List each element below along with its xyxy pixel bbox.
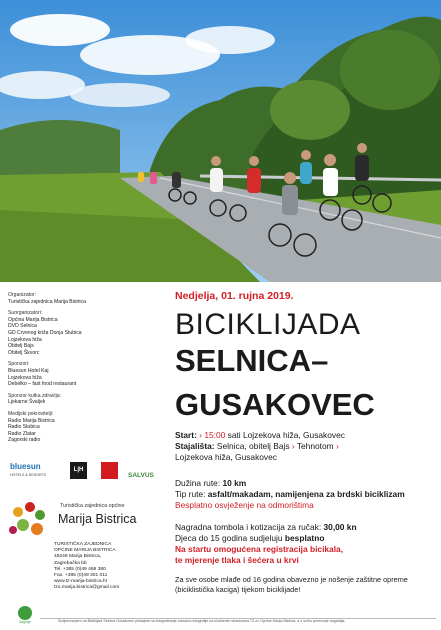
tourist-board-logo-icon [8,500,54,540]
contact-line: tzo.marija.bistrica@gmail.com [54,585,120,591]
helmet-line-2: (biciklistička kaciga) tijekom biciklijade! [175,584,301,594]
arrow-icon: › [199,430,202,440]
media-item: Radio Marija Bistrica [8,417,55,424]
tourist-board-name: Marija Bistrica [58,512,137,526]
health-sponsor-label: Sponzor kutka zdravlja: [8,392,61,399]
organizer-label: Organizator: [8,292,37,298]
stop-1: Selnica, obitelj Bajs [216,441,290,451]
contact-line: 49246 Marija Bistrica, [54,554,102,560]
contact-line: OPĆINE MARIJA BISTRICA [54,548,116,554]
fees-info [175,522,437,566]
start-time: 15:00 [204,430,226,440]
kids-value: besplatno [284,533,325,543]
kids-text: Djeca do 15 godina sudjeluju [175,533,283,543]
credits-column [8,292,158,449]
registration-note: Na startu omogućena registracija bicikala, [175,544,344,554]
media-item: Radio Stubica [8,424,40,431]
sponsors-group [8,361,158,387]
co-organizer-item: Općina Marija Bistrica [8,316,58,323]
contact-line: Zagrebačka bb [54,560,87,566]
cyclists-photo [0,0,441,282]
prize-line [175,522,437,533]
tourist-board-subtitle: Turistička zajednica općine [60,503,125,509]
route-details [175,478,437,511]
organizer-group [8,292,158,305]
event-date: Nedjelja, 01. rujna 2019. [175,290,294,302]
co-organizer-item: DVD Selnica [8,323,37,330]
salvus-logo: SALVUS [128,472,154,479]
media-item: Zagorski radio [8,437,41,444]
zagorje-logo-label: Zagorje [19,620,31,624]
refresh-note: Besplatno osvježenje na odmorištima [175,500,314,510]
co-organizers-group [8,310,158,356]
sponsor-item: Lojzekova hiža [8,374,42,381]
length-line [175,478,437,489]
arrow-icon: › [335,441,339,451]
debelko-logo [101,462,118,479]
kids-line [175,533,437,544]
type-line [175,489,437,500]
prize-text: Nagradna tombola i kotizacija za ručak: [175,522,322,532]
organizer-name: Turistička zajednica Marija Bistrica [8,298,86,305]
media-label: Medijski pokrovitelji: [8,410,54,417]
type-label: Tip rute: [175,489,206,499]
helmet-line-1: Za sve osobe mlađe od 16 godina obavezno je nošenje zaštitne opreme [175,575,408,584]
event-title-line-1: BICIKLIJADA [175,308,361,341]
type-value: asfalt/makadam, namijenjena za brdski biciklizam [207,489,405,499]
sponsor-logos [8,462,158,484]
length-label: Dužina rute: [175,478,221,488]
helmet-notice [175,575,437,594]
media-group [8,411,158,444]
prize-value: 30,00 kn [323,522,357,532]
co-organizer-item: Obitelj Bajs [8,343,34,350]
bluesun-logo: bluesun [10,462,41,471]
stops-label: Stajališta: [175,441,215,451]
sponsor-item: Bluesun Hotel Kaj [8,367,49,374]
contact-line: Fax. +385 (0)49 301 011 [54,573,108,579]
route-info [175,430,437,463]
health-sponsor-item: Ljekarne Švaljek [8,399,46,406]
length-value: 10 km [222,478,247,488]
stops-line [175,441,437,452]
health-note: te mjerenje tlaka i šećera u krvi [175,555,299,565]
media-item: Radio Zlatar [8,430,36,437]
stop-3: Lojzekova hiža, Gusakovec [175,452,277,462]
start-label: Start: [175,430,197,440]
co-organizers-label: Suorganizatori: [8,310,43,317]
stop-2: Tehnotom [296,441,334,451]
contact-line: Tel. +385 (0)49 468 380 [54,566,106,572]
contact-line: www.tz-marija-bistrica.hr [54,579,108,585]
tourist-board-contact [54,542,174,592]
footer-disclaimer: Sudjelovanjem na Biciklijadi Selnica Gusakovec pristajete na fotografiranje odnosno fotografije na službenim stranicama TZ-a i Općine Marija Bistrica, a u svrhu promocije događaja. [58,619,346,623]
tourist-board-brand [8,500,168,540]
start-place: sati Lojzekova hiža, Gusakovec [227,430,345,440]
arrow-icon: › [291,441,295,451]
contact-line: TURISTIČKA ZAJEDNICA [54,542,112,547]
bluesun-logo-sub: HOTELS & RESORTS [10,473,47,477]
co-organizer-item: GD Crvenog križa Donja Stubica [8,329,82,336]
co-organizer-item: Obitelj Škvorc [8,349,40,356]
co-organizer-item: Lojzekova hiža [8,336,42,343]
health-sponsor-group [8,393,158,406]
event-title-line-3: GUSAKOVEC [175,387,375,422]
start-line [175,430,437,441]
zagorje-logo-icon [18,606,32,620]
lojzekova-hiza-logo: L|H [70,462,87,479]
sponsor-item: Debelko – fast food restaurant [8,381,77,388]
event-title-line-2: SELNICA– [175,343,329,378]
sponsors-label: Sponzori: [8,361,30,368]
